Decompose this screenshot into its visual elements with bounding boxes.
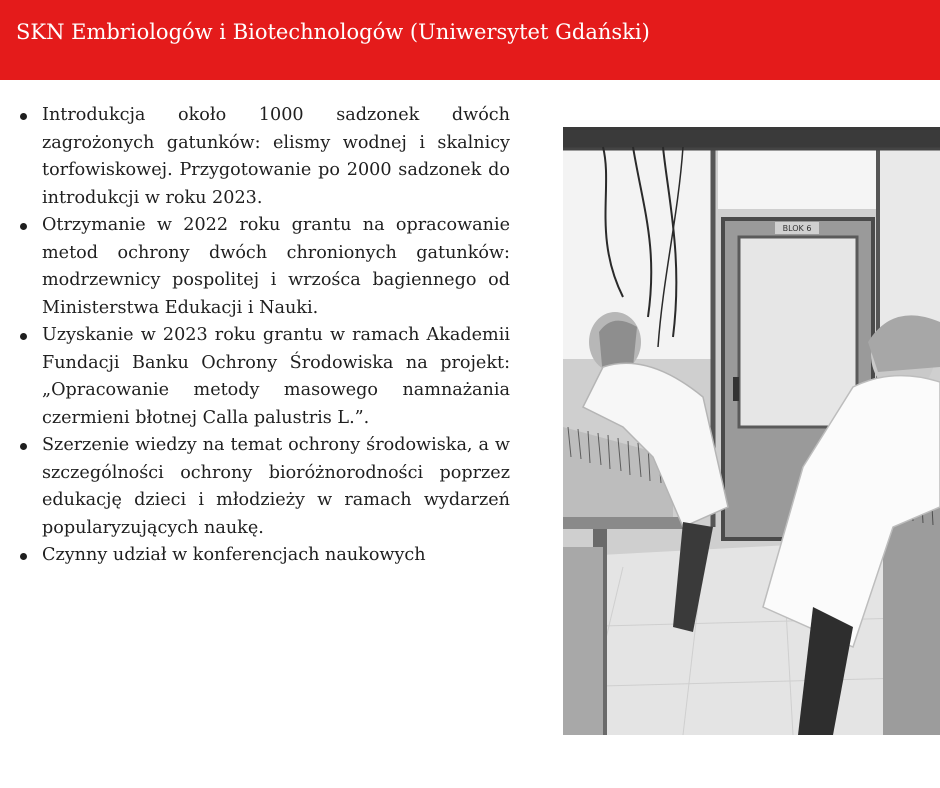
list-item <box>18 102 510 212</box>
list-item <box>18 322 510 432</box>
bullet-dot-icon <box>20 553 27 560</box>
bullet-dot-icon <box>20 443 27 450</box>
list-item-text: Introdukcja około 1000 sadzonek dwóch zagrożonych gatunków: elismy wodnej i skalnicy torfowiskowej. Przygotowanie po 2000 sadzonek do introdukcji w roku 2023. <box>42 105 510 208</box>
list-item-text: Uzyskanie w 2023 roku grantu w ramach Akademii Fundacji Banku Ochrony Środowiska na projekt: „Opracowanie metody masowego namnażania czermieni błotnej Calla palustris L.”. <box>42 325 510 428</box>
achievements-list <box>18 102 510 570</box>
header-banner <box>0 0 940 80</box>
page-title: SKN Embriologów i Biotechnologów (Uniwersytet Gdański) <box>16 20 650 44</box>
list-item <box>18 432 510 542</box>
bullet-dot-icon <box>20 223 27 230</box>
content-area <box>18 102 510 570</box>
list-item-text: Czynny udział w konferencjach naukowych <box>42 545 426 565</box>
list-item <box>18 212 510 322</box>
list-item-text: Szerzenie wiedzy na temat ochrony środowiska, a w szczególności ochrony bioróżnorodności poprzez edukację dzieci i młodzieży w ramach wydarzeń popularyzujących naukę. <box>42 435 510 538</box>
bullet-dot-icon <box>20 113 27 120</box>
bullet-dot-icon <box>20 333 27 340</box>
list-item-text: Otrzymanie w 2022 roku grantu na opracowanie metod ochrony dwóch chronionych gatunków: modrzewnicy pospolitej i wrzośca bagiennego od Ministerstwa Edukacji i Nauki. <box>42 215 510 318</box>
lab-photo <box>563 127 940 735</box>
list-item <box>18 542 510 570</box>
door-sign: BLOK 6 <box>782 224 812 233</box>
